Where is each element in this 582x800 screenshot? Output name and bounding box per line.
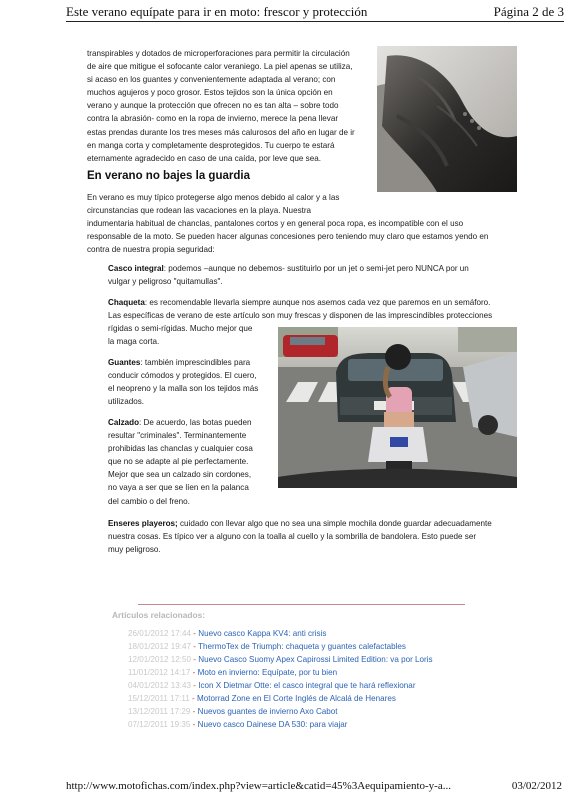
text-line: Las específicas de verano de este artículo son muy frescas y disponen de las imprescindibles protecciones (108, 311, 493, 321)
list-item (128, 640, 433, 653)
list-item (128, 718, 433, 731)
intro-paragraph (87, 47, 377, 165)
text-span: : De acuerdo, las botas pueden (139, 418, 252, 427)
list-item (128, 666, 433, 679)
footer-url: http://www.motofichas.com/index.php?view=article&catid=45%3Aequipamiento-y-a... (66, 780, 451, 792)
term-label: Guantes (108, 358, 141, 367)
text-line: circunstancias que rodean las vacaciones en la playa. Nuestra (87, 206, 312, 216)
article-link[interactable]: Nuevos guantes de invierno Axo Cabot (197, 707, 338, 716)
term-label: Chaqueta (108, 298, 145, 307)
page-number: Página 2 de 3 (493, 4, 564, 19)
text-line: vulgar y peligroso "quitamullas". (108, 277, 223, 287)
text-line: responsable de la moto. Se pueden hacer algunas concesiones pero teniendo muy claro que estamos yendo en (87, 232, 489, 242)
separator: - (191, 629, 199, 638)
list-item (128, 627, 433, 640)
text-span: cuidado con llevar algo que no sea una simple mochila donde guardar adecuadamente (177, 519, 492, 528)
article-date: 18/01/2012 19:47 (128, 642, 192, 651)
text-line: la maga corta. (108, 337, 160, 347)
related-divider (138, 604, 465, 605)
article-date: 15/12/2011 17:11 (128, 694, 190, 703)
casco-paragraph (108, 262, 518, 288)
text-line: indumentaria habitual de chanclas, pantalones cortos y en general poca ropa, es incompatible con el uso (87, 219, 464, 229)
separator: - (190, 707, 198, 716)
article-link[interactable]: Moto en invierno: Equípate, por tu bien (197, 668, 338, 677)
text-line (108, 517, 528, 530)
glove-photo (377, 46, 517, 192)
text-line: prohibidas las chanclas y cualquier cosa (108, 444, 253, 454)
article-date: 26/01/2012 17:44 (128, 629, 192, 638)
article-date: 13/12/2011 17:29 (128, 707, 191, 716)
text-line: de aire que mitigue el sofocante calor veraniego. La piel apenas se utiliza, (87, 62, 353, 72)
header-divider (66, 21, 564, 22)
separator: - (191, 642, 199, 651)
text-line: resultar "criminales". Terminantemente (108, 431, 247, 441)
list-item (128, 679, 433, 692)
article-date: 07/12/2011 19:35 (128, 720, 191, 729)
text-line: utilizados. (108, 397, 144, 407)
text-line: que no se adapte al pie perfectamente. (108, 457, 249, 467)
text-line (108, 416, 278, 429)
text-line: muy peligroso. (108, 545, 161, 555)
list-item (128, 692, 433, 705)
related-articles-title: Artículos relacionados: (112, 610, 206, 620)
section-heading: En verano no bajes la guardia (87, 170, 250, 182)
separator: - (191, 681, 199, 690)
term-label: Enseres playeros; (108, 519, 178, 528)
article-link[interactable]: Nuevo casco Kappa KV4: anti crisis (198, 629, 327, 638)
text-line: verano y aunque la protección que ofrecen no es tan alta – sobre todo (87, 101, 339, 111)
section-intro-paragraph (87, 191, 527, 256)
text-line: si acaso en los guantes y convenientemente adaptada al verano; con (87, 75, 336, 85)
article-link[interactable]: ThermoTex de Triumph: chaqueta y guantes calefactables (198, 642, 406, 651)
article-date: 11/01/2012 14:17 (128, 668, 191, 677)
separator: - (190, 668, 198, 677)
page-header-title: Este verano equípate para ir en moto: frescor y protección (66, 4, 368, 19)
text-line: transpirables y dotados de microperforaciones para permitir la circulación (87, 49, 350, 58)
text-line: conducir cómodos y protegidos. El cuero, (108, 371, 257, 381)
text-line (108, 262, 518, 275)
list-item (128, 705, 433, 718)
text-line: en manga corta y completamente desprotegidos. Tu cuerpo te estará (87, 140, 335, 150)
text-line: del cambio o del freno. (108, 496, 190, 506)
enseres-paragraph (108, 517, 528, 556)
separator: - (189, 694, 198, 703)
article-date: 12/01/2012 12:50 (128, 655, 192, 664)
article-date: 04/01/2012 13:43 (128, 681, 192, 690)
article-link[interactable]: Nuevo Casco Suomy Apex Capirossi Limited Edition: va por Loris (198, 655, 433, 664)
separator: - (191, 655, 199, 664)
guantes-paragraph (108, 356, 278, 408)
article-link[interactable]: Icon X Dietmar Otte: el casco integral que te hará reflexionar (198, 681, 416, 690)
text-line: contra de nuestra propia seguridad: (87, 245, 215, 255)
article-link[interactable]: Motorrad Zone en El Corte Inglés de Alcalá de Henares (197, 694, 396, 703)
text-line: no vaya a ser que se líen en la palanca (108, 483, 249, 493)
text-line (108, 296, 528, 309)
text-line: eternamente agradecido en caso de una caída, por leve que sea. (87, 153, 321, 163)
text-line: rígidas o semi-rígidas. Mucho mejor que (108, 324, 253, 334)
text-line: contra la abrasión- como en la ropa de invierno, merece la pena llevar (87, 114, 339, 124)
text-line: el neopreno y la malla son los tejidos más (108, 384, 259, 394)
text-line: estas prendas durante los tres meses más calurosos del año en lugar de ir (87, 127, 355, 137)
term-label: Casco integral (108, 264, 164, 273)
text-line: Mejor que sea un calzado sin cordones, (108, 470, 252, 480)
footer-date: 03/02/2012 (511, 780, 562, 792)
related-articles-list (128, 627, 433, 731)
calzado-paragraph (108, 416, 278, 508)
separator: - (190, 720, 198, 729)
text-line: nuestra cosas. Es típico ver a alguno con la toalla al cuello y la sombrilla de bandolera. Esto puede ser (108, 532, 477, 542)
text-line: En verano es muy típico protegerse algo menos debido al calor y a las (87, 193, 340, 202)
list-item (128, 653, 433, 666)
scooter-street-photo (278, 327, 517, 488)
text-line (108, 356, 278, 369)
text-line: muchos agujeros y poco grosor. Estos tejidos son la única opción en (87, 88, 333, 98)
text-span: : podemos –aunque no debemos- sustituirlo por un jet o semi-jet pero NUNCA por un (163, 264, 469, 273)
article-link[interactable]: Nuevo casco Dainese DA 530: para viajar (197, 720, 348, 729)
text-span: : es recomendable llevarla siempre aunque nos asemos cada vez que paremos en un semáforo. (144, 298, 491, 307)
term-label: Calzado (108, 418, 140, 427)
text-span: : también imprescindibles para (140, 358, 251, 367)
